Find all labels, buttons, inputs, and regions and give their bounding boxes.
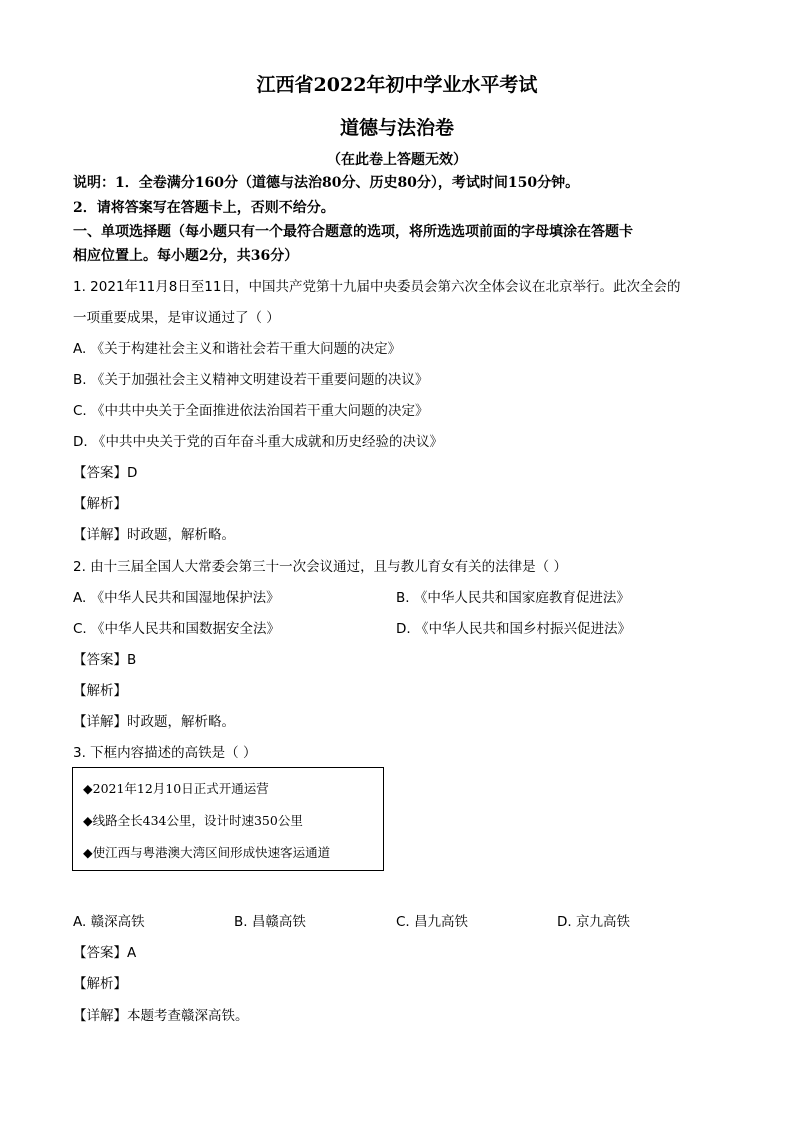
q2-option-d: D. 《中华人民共和国乡村振兴促进法》 bbox=[396, 621, 631, 637]
q3-box-line-1: ◆2021年12月10日正式开通运营 bbox=[83, 781, 269, 796]
q3-box-line-2: ◆线路全长434公里，设计时速350公里 bbox=[83, 813, 303, 828]
q3-option-c: C. 昌九高铁 bbox=[396, 914, 469, 930]
q1-stem-line-2: 一项重要成果，是审议通过了（ ） bbox=[73, 310, 280, 326]
q2-detail: 【详解】时政题，解析略。 bbox=[73, 714, 235, 730]
instruction-line-1: 说明：1．全卷满分160分（道德与法治80分、历史80分），考试时间150分钟。 bbox=[73, 175, 580, 191]
q3-box-line-3: ◆使江西与粤港澳大湾区间形成快速客运通道 bbox=[83, 845, 331, 860]
exam-title: 江西省2022年初中学业水平考试 bbox=[256, 74, 538, 96]
q2-answer: 【答案】B bbox=[73, 652, 137, 668]
q1-detail: 【详解】时政题，解析略。 bbox=[73, 527, 235, 543]
q1-option-d: D. 《中共中央关于党的百年奋斗重大成就和历史经验的决议》 bbox=[73, 434, 443, 450]
instruction-line-2: 2．请将答案写在答题卡上，否则不给分。 bbox=[73, 200, 335, 216]
exam-note: （在此卷上答题无效） bbox=[327, 152, 467, 168]
q1-answer: 【答案】D bbox=[73, 465, 138, 481]
q1-option-a: A. 《关于构建社会主义和谐社会若干重大问题的决定》 bbox=[73, 341, 402, 357]
q1-option-b: B. 《关于加强社会主义精神文明建设若干重要问题的决议》 bbox=[73, 372, 429, 388]
q2-option-a: A. 《中华人民共和国湿地保护法》 bbox=[73, 590, 280, 606]
section-heading-line-1: 一、单项选择题（每小题只有一个最符合题意的选项，将所选选项前面的字母填涂在答题卡 bbox=[73, 224, 633, 240]
q2-analysis: 【解析】 bbox=[73, 683, 127, 699]
section-heading-line-2: 相应位置上。每小题2分，共36分） bbox=[73, 248, 299, 264]
q3-option-a: A. 赣深高铁 bbox=[73, 914, 145, 930]
q2-option-b: B. 《中华人民共和国家庭教育促进法》 bbox=[396, 590, 630, 606]
q1-stem-line-1: 1. 2021年11月8日至11日，中国共产党第十九届中央委员会第六次全体会议在北京举行。此次全会的 bbox=[73, 279, 681, 295]
q3-option-d: D. 京九高铁 bbox=[557, 914, 630, 930]
exam-subtitle: 道德与法治卷 bbox=[339, 117, 454, 139]
q3-info-box bbox=[72, 767, 384, 871]
q1-analysis: 【解析】 bbox=[73, 496, 127, 512]
q3-analysis: 【解析】 bbox=[73, 976, 127, 992]
q3-answer: 【答案】A bbox=[73, 945, 137, 961]
q3-stem: 3. 下框内容描述的高铁是（ ） bbox=[73, 745, 257, 761]
q3-detail: 【详解】本题考查赣深高铁。 bbox=[73, 1008, 249, 1024]
q1-option-c: C. 《中共中央关于全面推进依法治国若干重大问题的决定》 bbox=[73, 403, 429, 419]
q2-stem: 2. 由十三届全国人大常委会第三十一次会议通过，且与教儿育女有关的法律是（ ） bbox=[73, 559, 567, 575]
q2-option-c: C. 《中华人民共和国数据安全法》 bbox=[73, 621, 281, 637]
q3-option-b: B. 昌赣高铁 bbox=[234, 914, 306, 930]
